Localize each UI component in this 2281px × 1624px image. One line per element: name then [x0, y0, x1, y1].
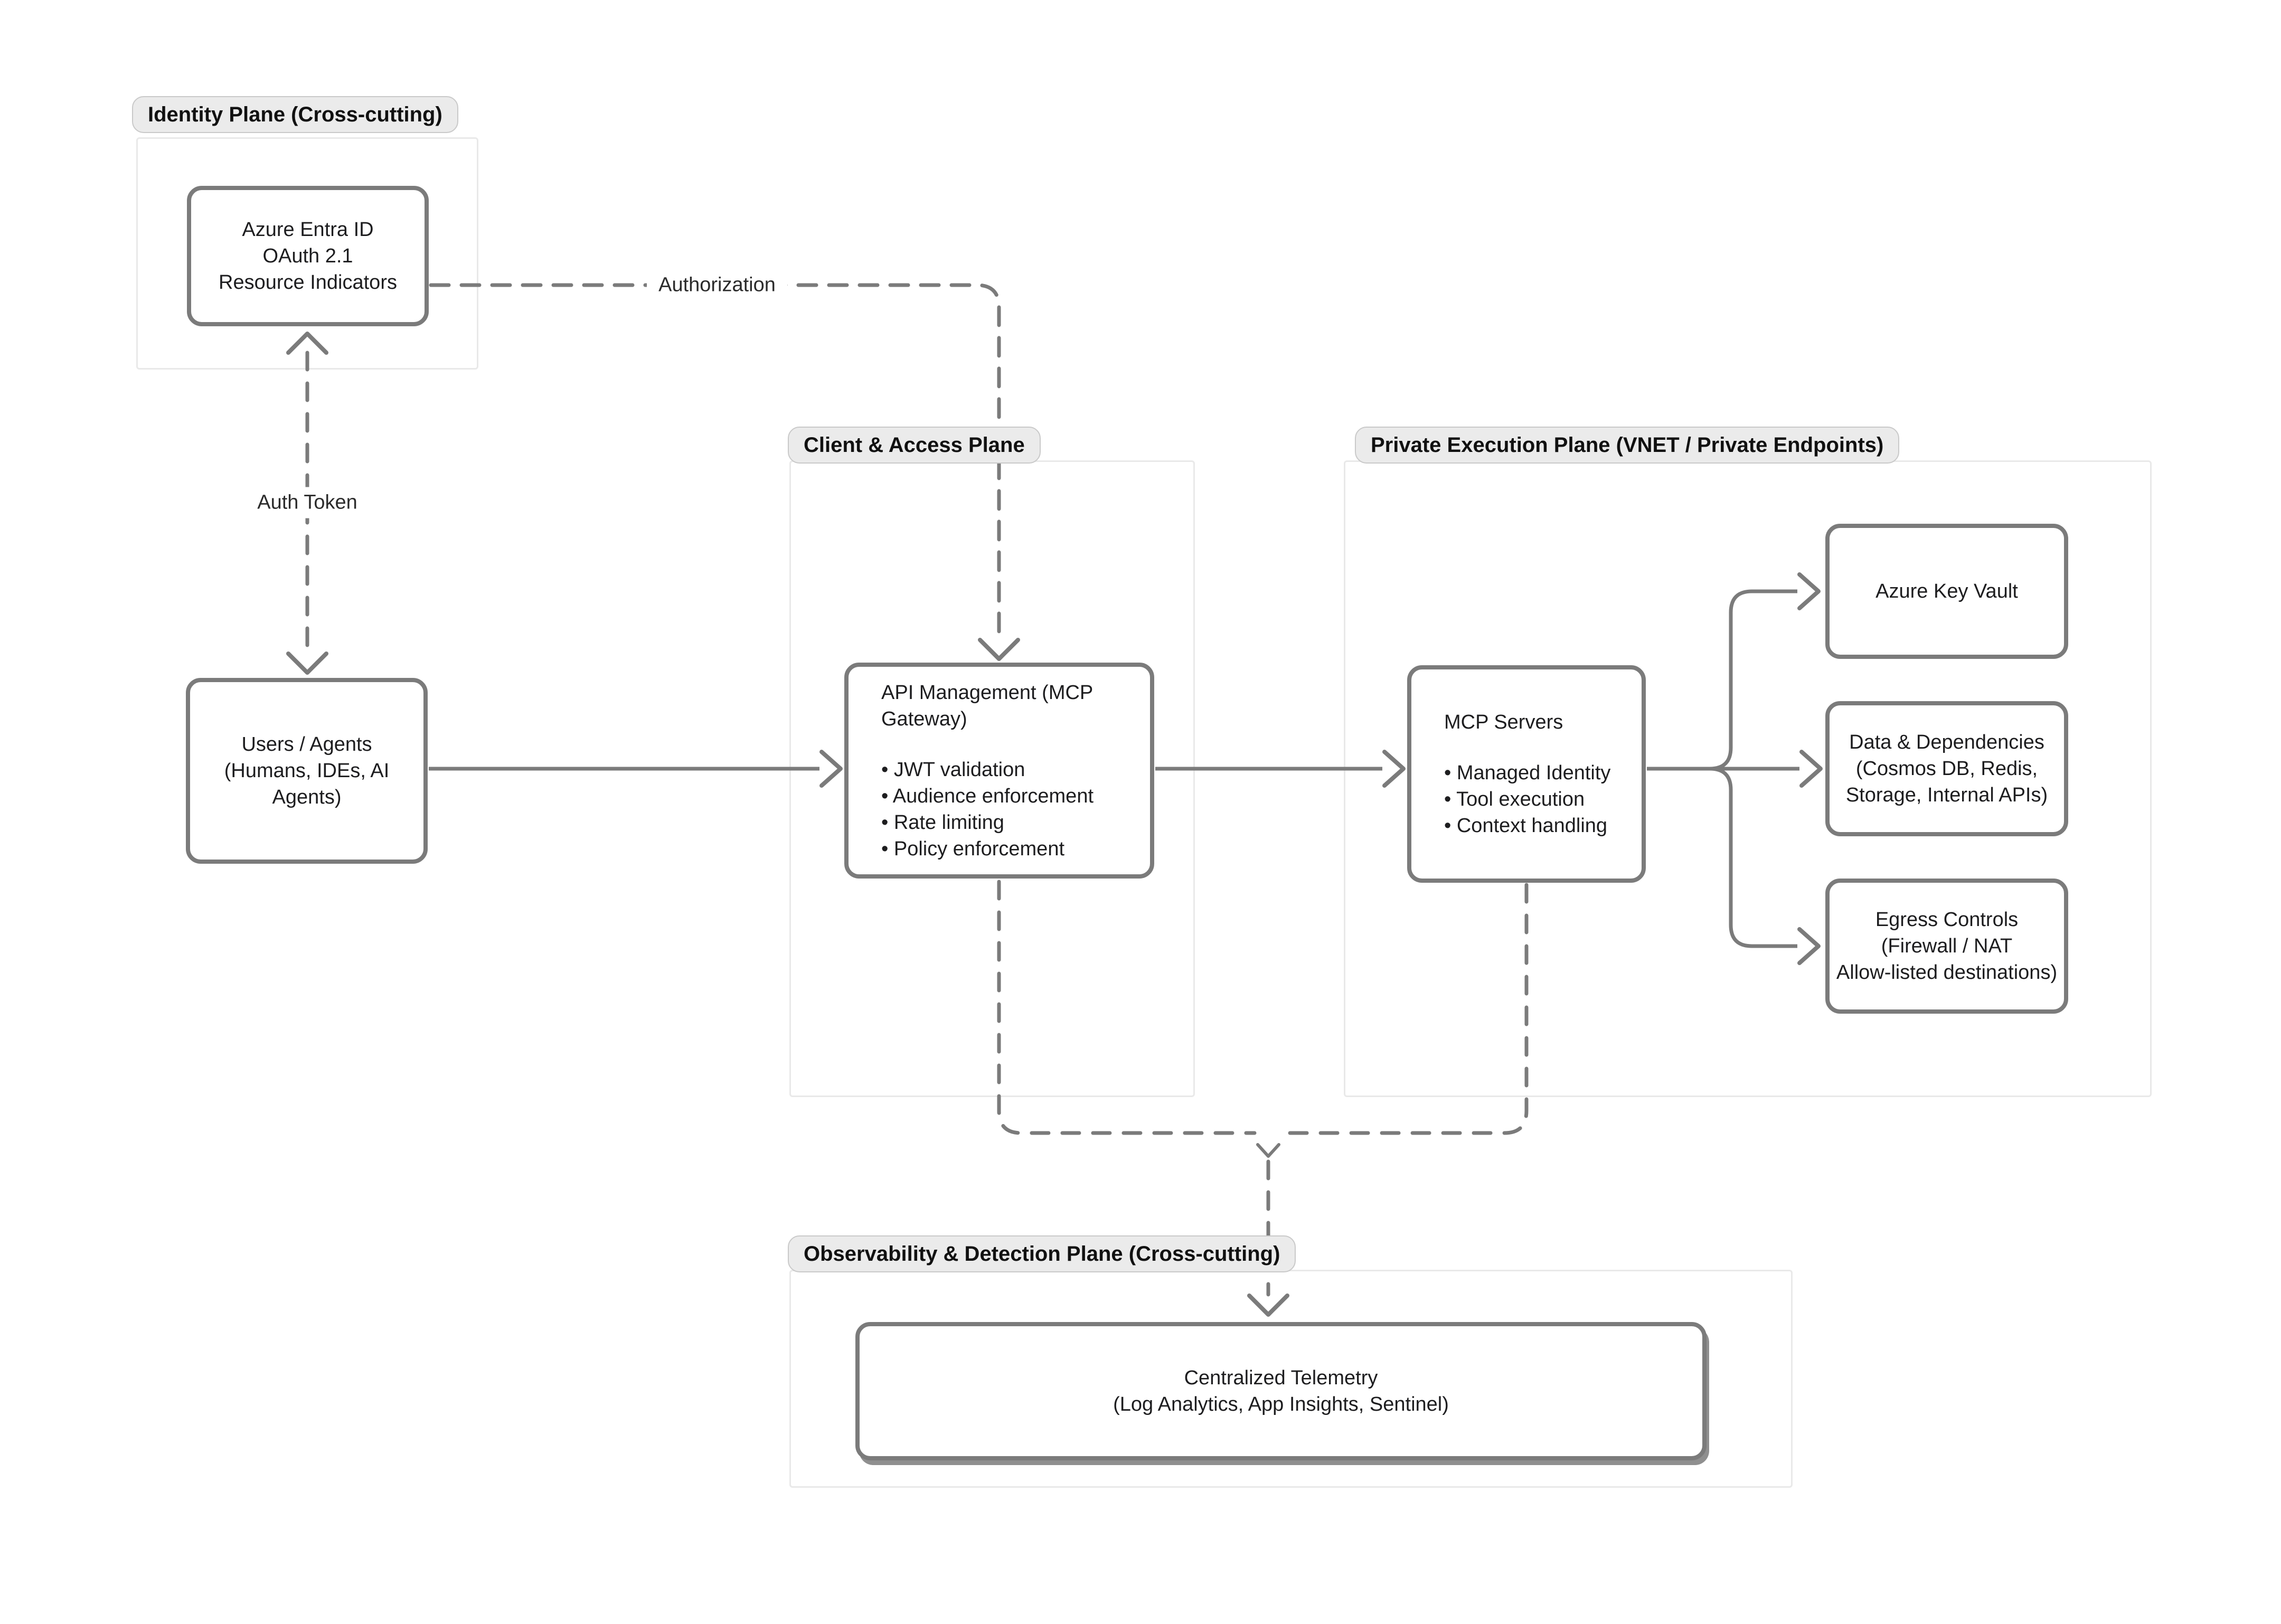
mcp-to-keyvault-arrowhead-icon: [1799, 574, 1818, 608]
mcp-to-data-arrowhead-icon: [1802, 752, 1821, 786]
mcp-servers-node: [1407, 665, 1646, 883]
telemetry-arrowhead-icon: [1249, 1296, 1287, 1315]
mcp-bullet: • Tool execution: [1444, 788, 1585, 810]
centralized-telemetry-node: [855, 1322, 1707, 1460]
auth-token-edge-label: Auth Token: [246, 487, 369, 518]
users-line: Agents): [272, 786, 342, 808]
egress-line: Allow-listed destinations): [1836, 961, 2058, 984]
telemetry-merge-arrowhead-icon: [1258, 1145, 1279, 1156]
apim-bullet: • Rate limiting: [881, 811, 1004, 834]
private-execution-plane-label: Private Execution Plane (VNET / Private Endpoints): [1355, 427, 1899, 464]
telemetry-line: Centralized Telemetry: [1184, 1367, 1378, 1389]
entra-line: Azure Entra ID: [242, 219, 374, 241]
apim-to-mcp-arrowhead-icon: [1384, 752, 1403, 786]
users-agents-node: [186, 678, 428, 864]
apim-bullet: • JWT validation: [881, 758, 1025, 781]
keyvault-line: Azure Key Vault: [1875, 580, 2018, 602]
azure-entra-id-node: [187, 186, 429, 326]
identity-plane-label: Identity Plane (Cross-cutting): [132, 96, 458, 133]
users-to-apim-arrowhead-icon: [822, 752, 841, 786]
telemetry-line: (Log Analytics, App Insights, Sentinel): [1113, 1393, 1449, 1415]
data-line: Data & Dependencies: [1849, 731, 2044, 753]
mcp-bullet: • Managed Identity: [1444, 762, 1611, 784]
entra-line: Resource Indicators: [219, 271, 397, 294]
observability-plane-label: Observability & Detection Plane (Cross-cutting): [788, 1235, 1296, 1272]
authorization-arrowhead-icon: [980, 640, 1018, 659]
authorization-edge-label: Authorization: [647, 270, 787, 301]
api-management-node: [844, 663, 1154, 879]
egress-line: Egress Controls: [1875, 909, 2019, 931]
mcp-bullet: • Context handling: [1444, 815, 1608, 837]
entra-line: OAuth 2.1: [262, 245, 353, 267]
auth-token-down-arrowhead-icon: [288, 654, 326, 673]
apim-bullet: • Audience enforcement: [881, 785, 1094, 807]
egress-controls-node: [1825, 879, 2068, 1014]
users-line: (Humans, IDEs, AI: [224, 760, 390, 782]
data-line: Storage, Internal APIs): [1845, 784, 2048, 806]
mcp-title: MCP Servers: [1444, 711, 1563, 733]
client-access-plane-label: Client & Access Plane: [788, 427, 1041, 464]
mcp-to-keyvault-line: [1690, 591, 1797, 769]
azure-key-vault-node: [1825, 524, 2068, 659]
apim-to-telemetry-line: [999, 882, 1255, 1133]
data-line: (Cosmos DB, Redis,: [1855, 758, 2038, 780]
mcp-to-egress-arrowhead-icon: [1799, 929, 1818, 963]
data-dependencies-node: [1825, 701, 2068, 836]
mcp-to-egress-line: [1690, 769, 1797, 946]
mcp-to-telemetry-line: [1282, 885, 1526, 1133]
apim-title: API Management (MCP Gateway): [881, 681, 1093, 730]
egress-line: (Firewall / NAT: [1881, 935, 2013, 957]
apim-bullet: • Policy enforcement: [881, 837, 1065, 860]
users-line: Users / Agents: [241, 733, 372, 756]
auth-token-up-arrowhead-icon: [288, 334, 326, 353]
